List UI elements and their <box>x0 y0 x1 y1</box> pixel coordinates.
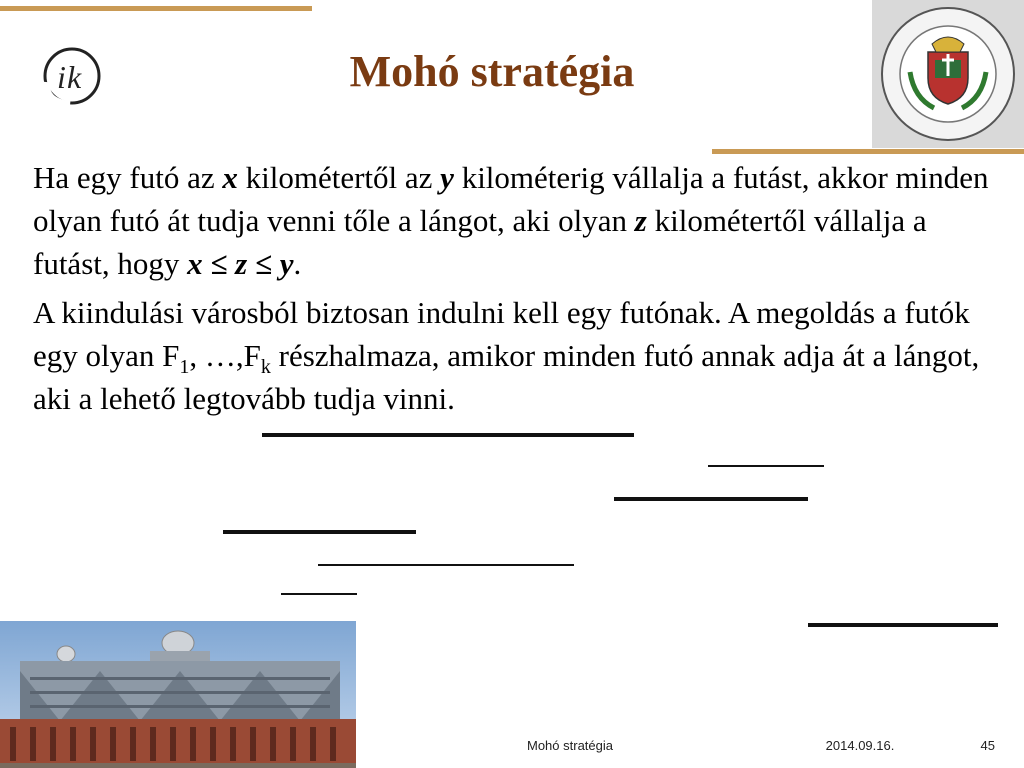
text-span: kilométerig vállalja a futást, akkor minden olyan futó át tudja venni tőle a lángot, aki olyan <box>33 160 989 238</box>
interval-segment <box>708 465 824 467</box>
svg-text:k: k <box>67 59 82 95</box>
interval-segment <box>808 623 998 627</box>
university-seal-icon <box>872 0 1024 148</box>
inequality: x ≤ z ≤ y <box>187 246 294 281</box>
paragraph-1 <box>33 156 993 285</box>
text-span: kilométertől az <box>237 160 441 195</box>
text-span: A kiindulási városból biztosan indulni kell egy futónak. A megoldás a futók egy olyan F <box>33 295 970 373</box>
interval-segment <box>223 530 416 534</box>
interval-segment <box>262 433 634 437</box>
variable-z: z <box>634 203 647 238</box>
variable-y: y <box>440 160 454 195</box>
slide-body <box>33 156 993 426</box>
text-span: részhalmaza, amikor minden futó annak adja át a lángot, aki a lehető legtovább tudja vinni. <box>33 338 980 416</box>
subscript-k: k <box>260 356 271 379</box>
text-span: . <box>293 246 302 281</box>
header-accent-bar <box>712 149 1024 154</box>
interval-segment <box>614 497 808 501</box>
footer-date: 2014.09.16. <box>825 738 895 753</box>
interval-segment <box>281 593 357 595</box>
text-span: , …,F <box>189 338 261 373</box>
paragraph-2 <box>33 291 993 420</box>
subscript-1: 1 <box>179 356 190 379</box>
interval-segment <box>318 564 574 566</box>
footer-title: Mohó stratégia <box>527 738 613 753</box>
svg-text:i: i <box>57 59 66 95</box>
page-number: 45 <box>980 738 995 753</box>
top-accent-bar <box>0 6 312 11</box>
text-span: kilométertől vállalja a futást, hogy <box>33 203 927 281</box>
slide-title: Mohó stratégia <box>349 47 635 96</box>
text-span: Ha egy futó az <box>33 160 223 195</box>
variable-x: x <box>222 160 238 195</box>
faculty-building-photo <box>0 621 356 768</box>
